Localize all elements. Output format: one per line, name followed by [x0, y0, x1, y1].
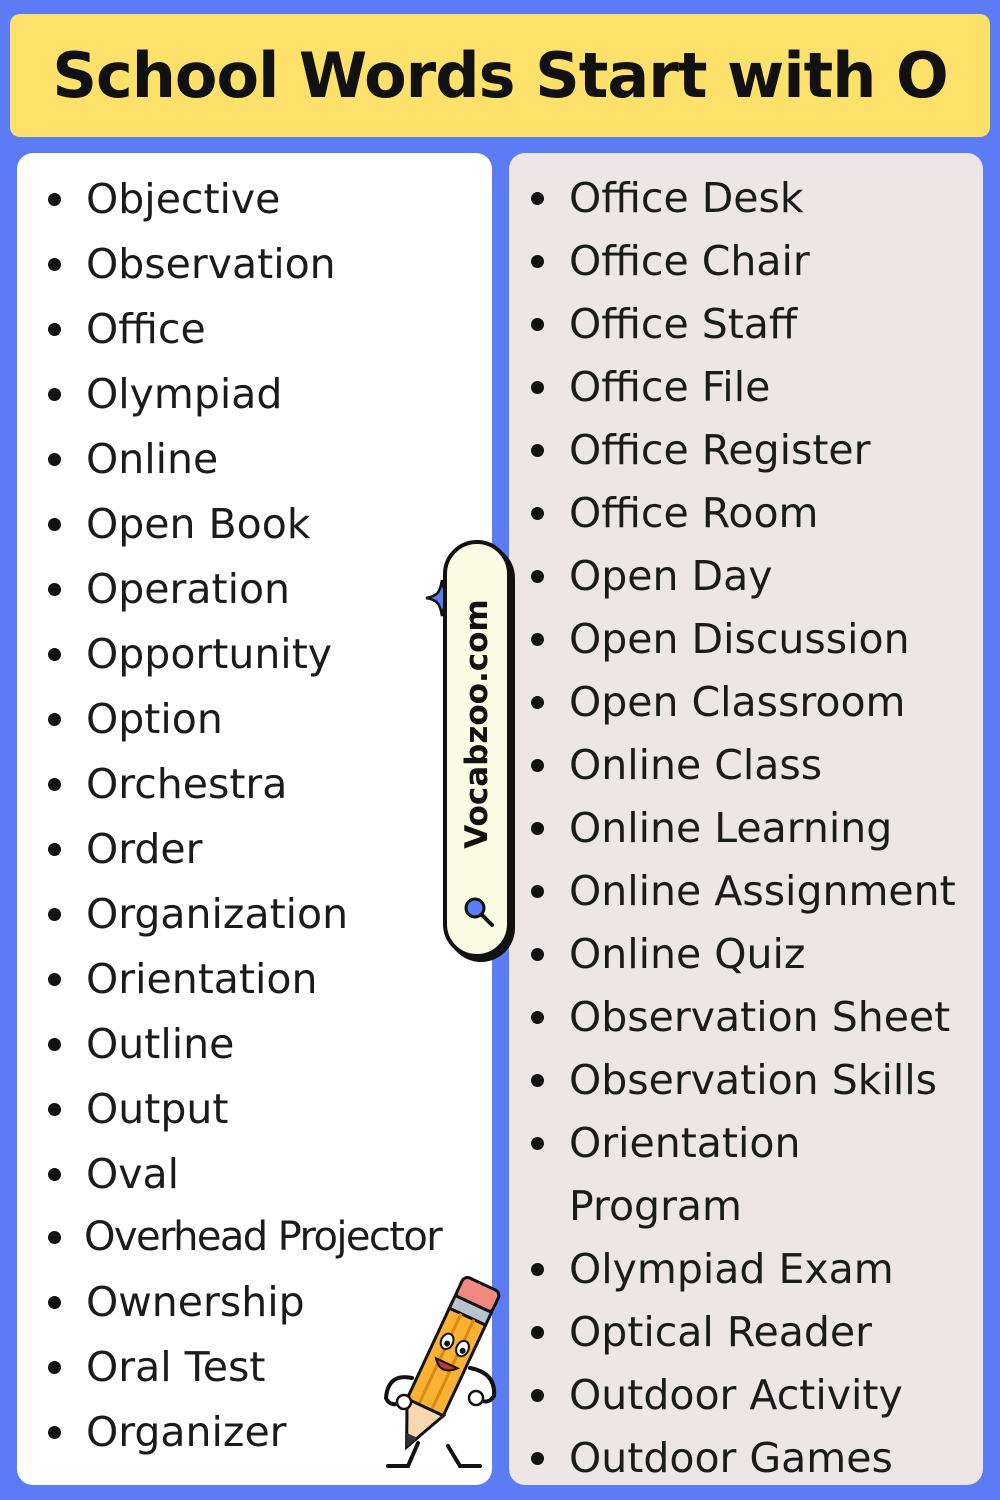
right-word-panel: Office Desk Office Chair Office Staff Office File Office Register Office Room Open Day Open Discussion Open Classroom Online Class Online Learning Online Assignment Online Quiz Observation Sheet Observation Skills Orientation Program Olympiad Exam Optical Reader Outdoor Activity Outdoor Games	[509, 153, 983, 1485]
bullet-icon	[48, 193, 61, 206]
bullet-icon	[531, 1263, 544, 1276]
bullet-icon	[531, 633, 544, 646]
bullet-icon	[531, 381, 544, 394]
bullet-icon	[48, 843, 61, 856]
bullet-icon	[531, 444, 544, 457]
bullet-icon	[48, 648, 61, 661]
bullet-icon	[531, 1074, 544, 1087]
bullet-icon	[48, 1426, 61, 1439]
bullet-icon	[48, 1361, 61, 1374]
bullet-icon	[48, 258, 61, 271]
bullet-icon	[531, 696, 544, 709]
watermark-badge	[443, 540, 511, 958]
bullet-icon	[48, 1231, 61, 1244]
search-icon	[461, 894, 495, 928]
pencil-mascot-icon	[368, 1268, 508, 1473]
bullet-icon	[531, 1326, 544, 1339]
bullet-icon	[531, 255, 544, 268]
bullet-icon	[531, 948, 544, 961]
bullet-icon	[48, 453, 61, 466]
bullet-icon	[48, 908, 61, 921]
bullet-icon	[531, 1137, 544, 1150]
bullet-icon	[48, 1168, 61, 1181]
watermark-text: Vocabzoo.com	[459, 599, 495, 850]
bullet-icon	[48, 1103, 61, 1116]
bullet-icon	[531, 192, 544, 205]
bullet-icon	[48, 778, 61, 791]
bullet-icon	[531, 822, 544, 835]
bullet-icon	[48, 323, 61, 336]
bullet-icon	[531, 318, 544, 331]
bullet-icon	[48, 583, 61, 596]
bullet-icon	[531, 1452, 544, 1465]
bullet-icon	[531, 759, 544, 772]
bullet-icon	[48, 518, 61, 531]
bullet-icon	[48, 388, 61, 401]
bullet-icon	[531, 885, 544, 898]
list-item: Orientation Program	[509, 1117, 983, 1243]
bullet-icon	[48, 713, 61, 726]
page-title: School Words Start with O	[52, 39, 948, 112]
bullet-icon	[531, 1011, 544, 1024]
bullet-icon	[48, 973, 61, 986]
bullet-icon	[531, 570, 544, 583]
bullet-icon	[531, 1389, 544, 1402]
title-banner	[10, 14, 990, 137]
bullet-icon	[48, 1038, 61, 1051]
bullet-icon	[48, 1296, 61, 1309]
bullet-icon	[531, 507, 544, 520]
left-word-panel: Objective Observation Office Olympiad Online Open Book Operation Opportunity Option Orchestra Order Organization Orientation Outline Output Oval Overhead Projector Ownership Oral Test Organizer	[17, 153, 492, 1485]
